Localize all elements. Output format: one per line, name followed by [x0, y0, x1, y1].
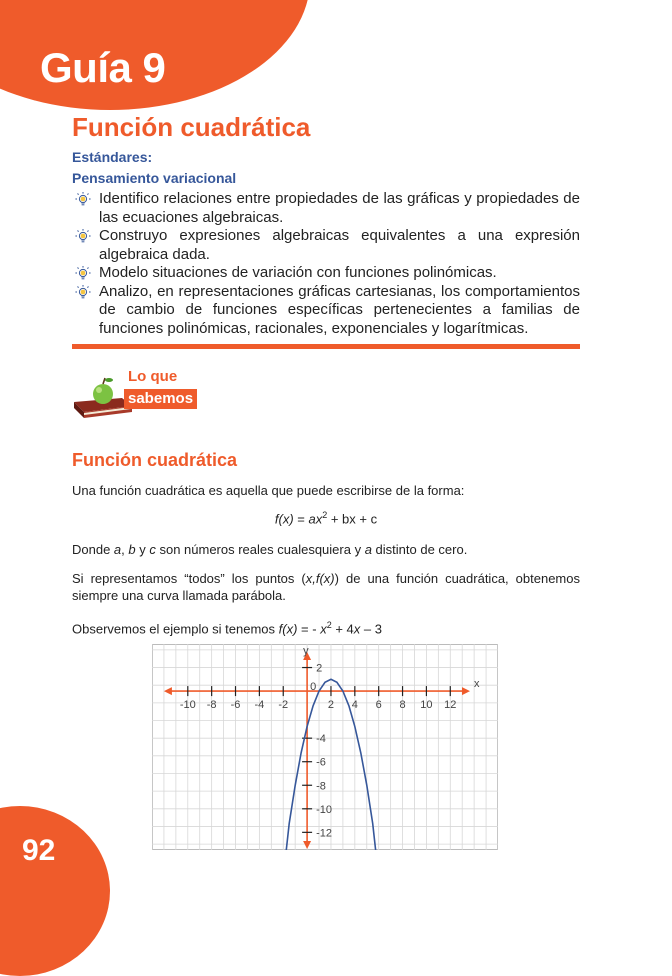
standard-text: Construyo expresiones algebraicas equivalentes a una expresión algebraica dada. — [99, 227, 580, 263]
y-tick-label: -10 — [316, 803, 333, 816]
x-tick-label: 12 — [444, 699, 457, 712]
standards-label: Estándares: — [72, 149, 153, 165]
standard-item — [72, 190, 580, 227]
x-tick-label: 8 — [399, 699, 406, 712]
standard-text: Identifico relaciones entre propiedades de las gráficas y propiedades de las ecuaciones algebraicas. — [99, 190, 580, 226]
standards-subtitle: Pensamiento variacional — [72, 170, 237, 186]
x-tick-label: -10 — [179, 699, 196, 712]
x-tick-label: -6 — [230, 699, 241, 712]
graph-frame — [153, 645, 498, 850]
standard-text: Modelo situaciones de variación con funciones polinómicas. — [99, 264, 497, 281]
subsection-title: Función cuadrática — [72, 450, 238, 470]
x-tick-label: 2 — [327, 699, 335, 712]
y-axis-label: y — [303, 645, 309, 657]
lightbulb-icon — [74, 284, 92, 302]
example-paragraph: Observemos el ejemplo si tenemos f(x) = - $x^2 + 4x - 3$ — [72, 620, 382, 637]
y-tick-label: -8 — [316, 780, 326, 793]
standard-text: Analizo, en representaciones gráficas cartesianas, los comportamientos de cambio de funciones específicas pertenecientes a familias de funciones polinómicas, racionales, exponenciales y logarítmicas. — [99, 282, 580, 337]
guide-title: Guía 9 — [40, 44, 166, 91]
page-number-shape — [0, 806, 110, 976]
standard-item — [72, 283, 580, 339]
parabola-graph — [152, 644, 498, 850]
quadratic-formula: $f(x) = ax^2$ + bx + c — [274, 510, 378, 527]
x-axis-label: x — [474, 678, 480, 691]
page-number: 92 — [22, 834, 56, 867]
sabemos-label: sabemos — [124, 389, 197, 409]
parabola-paragraph: Si representamos “todos” los puntos (x,f(x)) de una función cuadrática, obtenemos siempre una curva llamada parábola. — [72, 571, 580, 603]
y-tick-label: -12 — [316, 827, 333, 840]
y-tick-label: -6 — [316, 756, 326, 769]
x-tick-label: 6 — [375, 699, 382, 712]
x-tick-label: -2 — [278, 699, 289, 712]
origin-label: 0 — [310, 681, 317, 694]
y-tick-label: -4 — [316, 733, 326, 746]
x-tick-label: 4 — [351, 699, 358, 712]
lightbulb-icon — [74, 265, 92, 283]
definition-paragraph: Donde a, b y c son números reales cualesquiera y a distinto de cero. — [72, 542, 468, 557]
y-tick-label: 2 — [316, 662, 323, 675]
x-tick-label: 10 — [420, 699, 433, 712]
standard-item — [72, 264, 580, 283]
section-title: Función cuadrática — [72, 112, 311, 142]
standard-item — [72, 227, 580, 264]
lightbulb-icon — [74, 228, 92, 246]
x-tick-label: -4 — [254, 699, 265, 712]
intro-paragraph: Una función cuadrática es aquella que puede escribirse de la forma: — [72, 483, 465, 498]
lo-que-label: Lo que — [128, 368, 178, 385]
standards-list — [72, 190, 580, 338]
lightbulb-icon — [74, 191, 92, 209]
section-divider — [72, 344, 580, 349]
x-tick-label: -8 — [206, 699, 217, 712]
